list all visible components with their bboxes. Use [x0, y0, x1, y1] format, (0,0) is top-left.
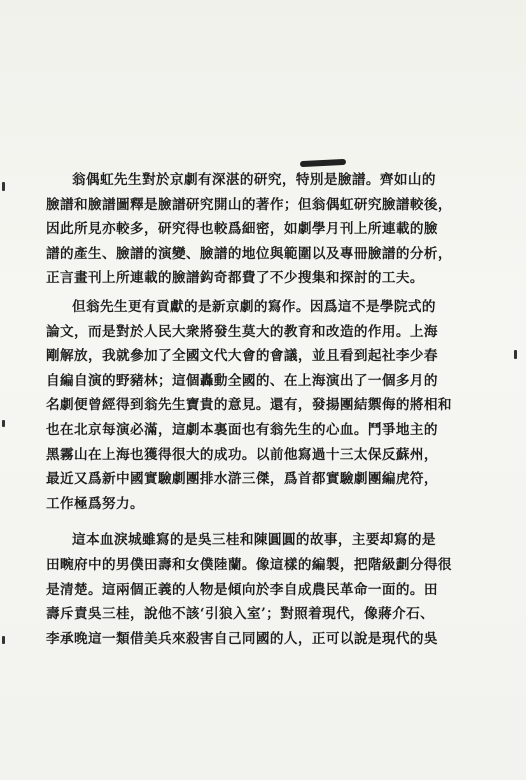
text-line: 這本血淚城雖寫的是吳三桂和陳圓圓的故事，主要却寫的是	[72, 532, 436, 549]
text-line: 論文，而是對於人民大衆將發生莫大的教育和改造的作用。上海	[46, 323, 438, 340]
text-line: 工作極爲努力。	[46, 495, 144, 512]
text-line: 是清楚。這兩個正義的人物是傾向於李自成農民革命一面的。田	[46, 581, 438, 598]
paragraph-3	[46, 528, 478, 651]
paragraph-2	[46, 295, 478, 516]
paragraph-1	[46, 168, 478, 291]
text-line: 壽斥責吳三桂，說他不該‘引狼入室’；對照着現代，像蔣介石、	[46, 606, 435, 623]
text-line: 因此所見亦較多，研究得也較爲細密，如劇學月刊上所連載的臉	[46, 221, 438, 238]
text-line: 自編自演的野豬林；這個轟動全國的、在上海演出了一個多月的	[46, 372, 438, 389]
ink-smudge	[300, 159, 346, 167]
text-line: 黑霧山在上海也獲得很大的成功。以前他寫過十三太保反蘇州，	[46, 446, 438, 463]
text-line: 翁偶虹先生對於京劇有深湛的研究，特別是臉譜。齊如山的	[72, 172, 436, 188]
text-line: 田畹府中的男僕田壽和女僕陸蘭。像這樣的編製，把階級劃分得很	[46, 556, 452, 573]
text-line: 名劇便曾經得到翁先生寶貴的意見。還有，發揚團結禦侮的將相和	[46, 397, 452, 414]
text-line: 譜的產生、臉譜的演變、臉譜的地位與範圍以及專冊臉譜的分析，	[46, 245, 452, 262]
text-line: 正言畫刊上所連載的臉譜鈎奇都費了不少搜集和探討的工夫。	[46, 270, 424, 287]
text-line: 剛解放，我就參加了全國文代大會的會議，並且看到起社李少春	[46, 348, 438, 365]
text-line: 臉譜和臉譜圖釋是臉譜研究開山的著作；但翁偶虹研究臉譜較後，	[46, 196, 452, 213]
text-line: 但翁先生更有貢獻的是新京劇的寫作。因爲這不是學院式的	[72, 298, 436, 315]
text-line: 也在北京每演必滿，這劇本裏面也有翁先生的心血。鬥爭地主的	[46, 421, 438, 438]
text-line: 最近又爲新中國實驗劇團排水滸三傑，爲首都實驗劇團編虎符，	[46, 471, 438, 488]
body-text	[46, 168, 478, 651]
left-edge-mark	[2, 182, 5, 191]
left-edge-mark	[2, 636, 5, 644]
text-line: 李承晚這一類借美兵來殺害自己同國的人，正可以說是現代的吳	[46, 630, 438, 647]
left-edge-mark	[2, 420, 5, 427]
right-edge-mark	[514, 350, 517, 359]
